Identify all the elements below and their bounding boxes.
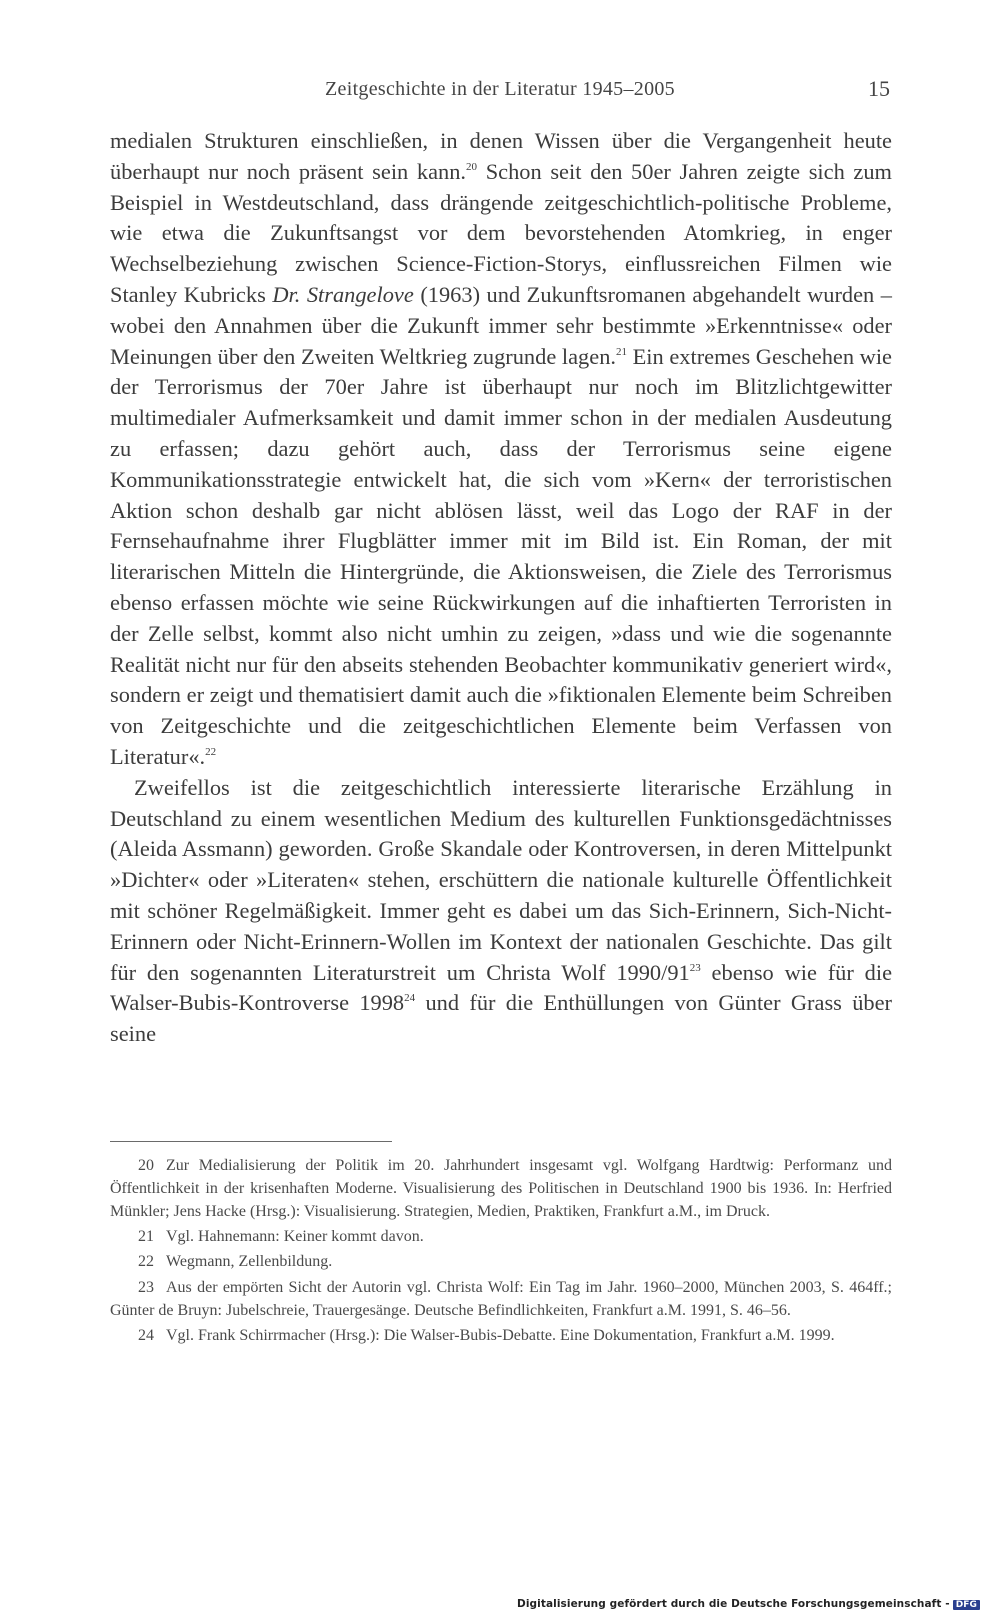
footnote-ref-24[interactable]: 24 <box>404 992 416 1005</box>
footnote-text: Vgl. Hahnemann: Keiner kommt davon. <box>166 1227 424 1245</box>
paragraph-text: (1963) und Zukunftsromanen abgehandelt wurden – wobei den Annahmen über die Zukunft immer sehr bestimmte »Erkenntnisse« oder Meinungen über den Zweiten Weltkrieg zugrunde lagen. <box>110 281 892 369</box>
paragraph-text: Schon seit den 50er Jahren zeigte sich zum Beispiel in Westdeutschland, dass drängende zeitgeschichtlich-politische Probleme, wie etwa die Zukunftsangst vor dem bevorstehenden Atomkrieg, in enger Wechselbeziehung zwischen Science-Fiction-Storys, einflussreichen Filmen wie Stanley Kubricks <box>110 158 892 307</box>
footnote <box>110 1155 892 1223</box>
footnote-number: 24 <box>138 1326 154 1344</box>
footnote-number: 20 <box>138 1157 154 1174</box>
footnote <box>110 1226 892 1249</box>
footnote-text: Vgl. Frank Schirrmacher (Hrsg.): Die Walser-Bubis-Debatte. Eine Dokumentation, Frankfurt a.M. 1999. <box>166 1326 835 1344</box>
footnotes <box>110 1155 892 1350</box>
footnote-number: 21 <box>138 1227 154 1245</box>
paragraph-2 <box>110 773 892 1050</box>
running-head <box>110 78 890 108</box>
footnote <box>110 1277 892 1323</box>
footnote-ref-22[interactable]: 22 <box>205 745 217 758</box>
paragraph-1 <box>110 126 892 773</box>
paragraph-text: Zweifellos ist die zeitgeschichtlich interessierte literarische Erzählung in Deutschland zu einem wesentlichen Medium des kulturellen Funktionsgedächtnisses (Aleida Assmann) geworden. Große Skandale oder Kontroversen, in deren Mittelpunkt »Dichter« oder »Literaten« stehen, erschüttern die nationale kulturelle Öffentlichkeit mit schöner Regelmäßigkeit. Immer geht es dabei um das Sich-Erinnern, Sich-Nicht-Erinnern oder Nicht-Erinnern-Wollen im Kontext der nationalen Geschichte. Das gilt für den sogenannten Literaturstreit um Christa Wolf 1990/91 <box>110 774 892 985</box>
paragraph-text: und für die Enthüllungen von Günter Grass über seine <box>110 990 892 1047</box>
footnote-ref-21[interactable]: 21 <box>615 345 627 358</box>
dfg-logo-icon: DFG <box>953 1600 980 1610</box>
footnote-ref-20[interactable]: 20 <box>466 160 478 173</box>
footnote <box>110 1325 892 1348</box>
paragraph-text: medialen Strukturen einschließen, in denen Wissen über die Vergangenheit heute überhaupt nur noch präsent sein kann. <box>110 128 892 184</box>
footnote-number: 22 <box>138 1253 154 1271</box>
main-text <box>110 126 892 1050</box>
footnote-ref-23[interactable]: 23 <box>689 961 701 974</box>
footnote <box>110 1251 892 1274</box>
digitization-credit <box>517 1598 980 1612</box>
paragraph-text: Ein extremes Geschehen wie der Terrorismus der 70er Jahre ist überhaupt nur noch im Blitzlichtgewitter multimedialer Aufmerksamkeit und damit immer schon in der medialen Ausdeutung zu erfassen; dazu gehört auch, dass der Terrorismus seine eigene Kommunikationsstrategie entwickelt hat, die sich vom »Kern« der terroristischen Aktion schon deshalb gar nicht ablösen lässt, weil das Logo der RAF in der Fernsehaufnahme ihrer Flugblätter immer mit im Bild ist. Ein Roman, der mit literarischen Mitteln die Hintergründe, die Aktionsweisen, die Ziele des Terrorismus ebenso erfassen möchte wie seine Rückwirkungen auf die inhaftierten Terroristen in der Zelle selbst, kommt also nicht umhin zu zeigen, »dass und wie die sogenannte Realität nicht nur für den abseits stehenden Beobachter kommunikativ generiert wird«, sondern er zeigt und thematisiert damit auch die »fiktionalen Elemente beim Schreiben von Zeitgeschichte und die zeitgeschichtlichen Elemente beim Verfassen von Literatur«. <box>110 343 892 769</box>
paragraph-text: ebenso wie für die Walser-Bubis-Kontroverse 1998 <box>110 959 893 1016</box>
page-number: 15 <box>868 76 890 101</box>
film-title: Dr. Strangelove <box>272 281 414 307</box>
footnote-text: Aus der empörten Sicht der Autorin vgl. Christa Wolf: Ein Tag im Jahr. 1960–2000, München 2003, S. 464ff.; Günter de Bruyn: Jubelschreie, Trauergesänge. Deutsche Befindlichkeiten, Frankfurt a.M. 1991, S. 46–56. <box>110 1278 892 1319</box>
running-title: Zeitgeschichte in der Literatur 1945–2005 <box>325 78 675 100</box>
footnote-divider <box>110 1141 392 1142</box>
footnote-number: 23 <box>138 1278 154 1296</box>
footnote-text: Zur Medialisierung der Politik im 20. Jahrhundert insgesamt vgl. Wolfgang Hardtwig: Performanz und Öffentlichkeit in der krisenhaften Moderne. Visualisierung des Politischen in Deutschland 1900 bis 1936. In: Herfried Münkler; Jens Hacke (Hrsg.): Visualisierung. Strategien, Medien, Praktiken, Frankfurt a.M., im Druck. <box>110 1157 892 1220</box>
footnote-text: Wegmann, Zellenbildung. <box>166 1253 333 1271</box>
credit-text: Digitalisierung gefördert durch die Deutsche Forschungsgemeinschaft - <box>517 1598 950 1610</box>
